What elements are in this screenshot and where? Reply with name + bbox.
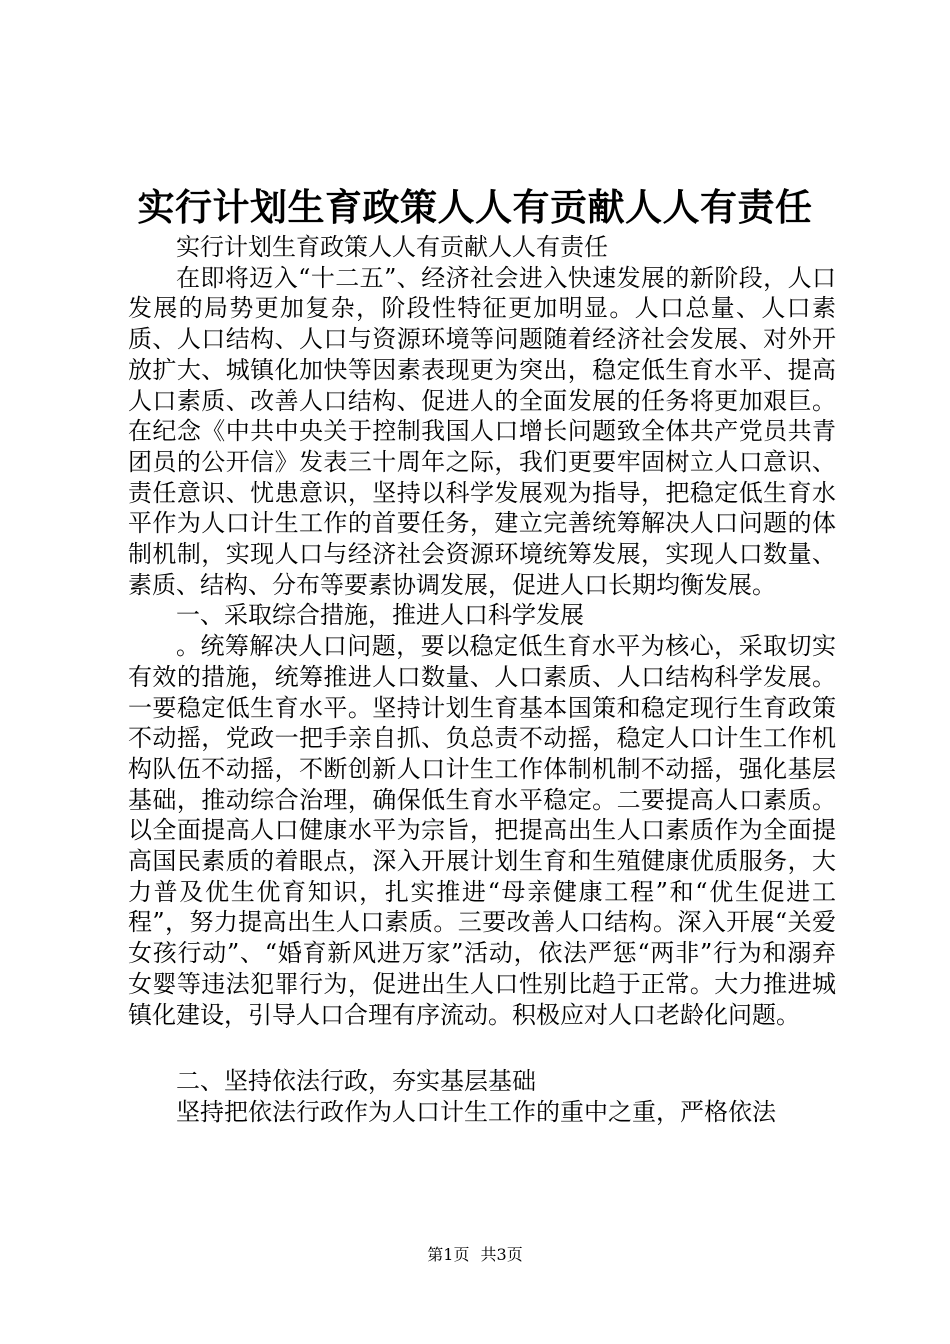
page-number: 第1页 (427, 1245, 470, 1264)
page-total: 共3页 (480, 1245, 523, 1264)
section-heading-1: 一、采取综合措施，推进人口科学发展 (176, 601, 584, 630)
paragraph-spacer (128, 1030, 836, 1066)
document-body (128, 232, 836, 1128)
document-title: 实行计划生育政策人人有贡献人人有责任 (137, 186, 813, 229)
paragraph-section-2: 坚持把依法行政作为人口计生工作的重中之重，严格依法 (176, 1097, 776, 1126)
page-footer (0, 1244, 950, 1266)
paragraph-intro: 在即将迈入“十二五”、经济社会进入快速发展的新阶段，人口发展的局势更加复杂，阶段性特征更加明显。人口总量、人口素质、人口结构、人口与资源环境等问题随着经济社会发展、对外开放扩大、城镇化加快等因素表现更为突出，稳定低生育水平、提高人口素质、改善人口结构、促进人的全面发展的任务将更加艰巨。在纪念《中共中央关于控制我国人口增长问题致全体共产党员共青团员的公开信》发表三十周年之际，我们更要牢固树立人口意识、责任意识、忧患意识，坚持以科学发展观为指导，把稳定低生育水平作为人口计生工作的首要任务，建立完善统筹解决人口问题的体制机制，实现人口与经济社会资源环境统筹发展，实现人口数量、素质、结构、分布等要素协调发展，促进人口长期均衡发展。 (128, 263, 836, 599)
section-heading-2: 二、坚持依法行政，夯实基层基础 (176, 1067, 536, 1096)
paragraph-section-1: 。统筹解决人口问题，要以稳定低生育水平为核心，采取切实有效的措施，统筹推进人口数量、人口素质、人口结构科学发展。一要稳定低生育水平。坚持计划生育基本国策和稳定现行生育政策不动摇，党政一把手亲自抓、负总责不动摇，稳定人口计生工作机构队伍不动摇，不断创新人口计生工作体制机制不动摇，强化基层基础，推动综合治理，确保低生育水平稳定。二要提高人口素质。以全面提高人口健康水平为宗旨，把提高出生人口素质作为全面提高国民素质的着眼点，深入开展计划生育和生殖健康优质服务，大力普及优生优育知识，扎实推进“母亲健康工程”和“优生促进工程”，努力提高出生人口素质。三要改善人口结构。深入开展“关爱女孩行动”、“婚育新风进万家”活动，依法严惩“两非”行为和溺弃女婴等违法犯罪行为，促进出生人口性别比趋于正常。大力推进城镇化建设，引导人口合理有序流动。积极应对人口老龄化问题。 (128, 632, 836, 1029)
subtitle-line: 实行计划生育政策人人有贡献人人有责任 (176, 233, 608, 261)
